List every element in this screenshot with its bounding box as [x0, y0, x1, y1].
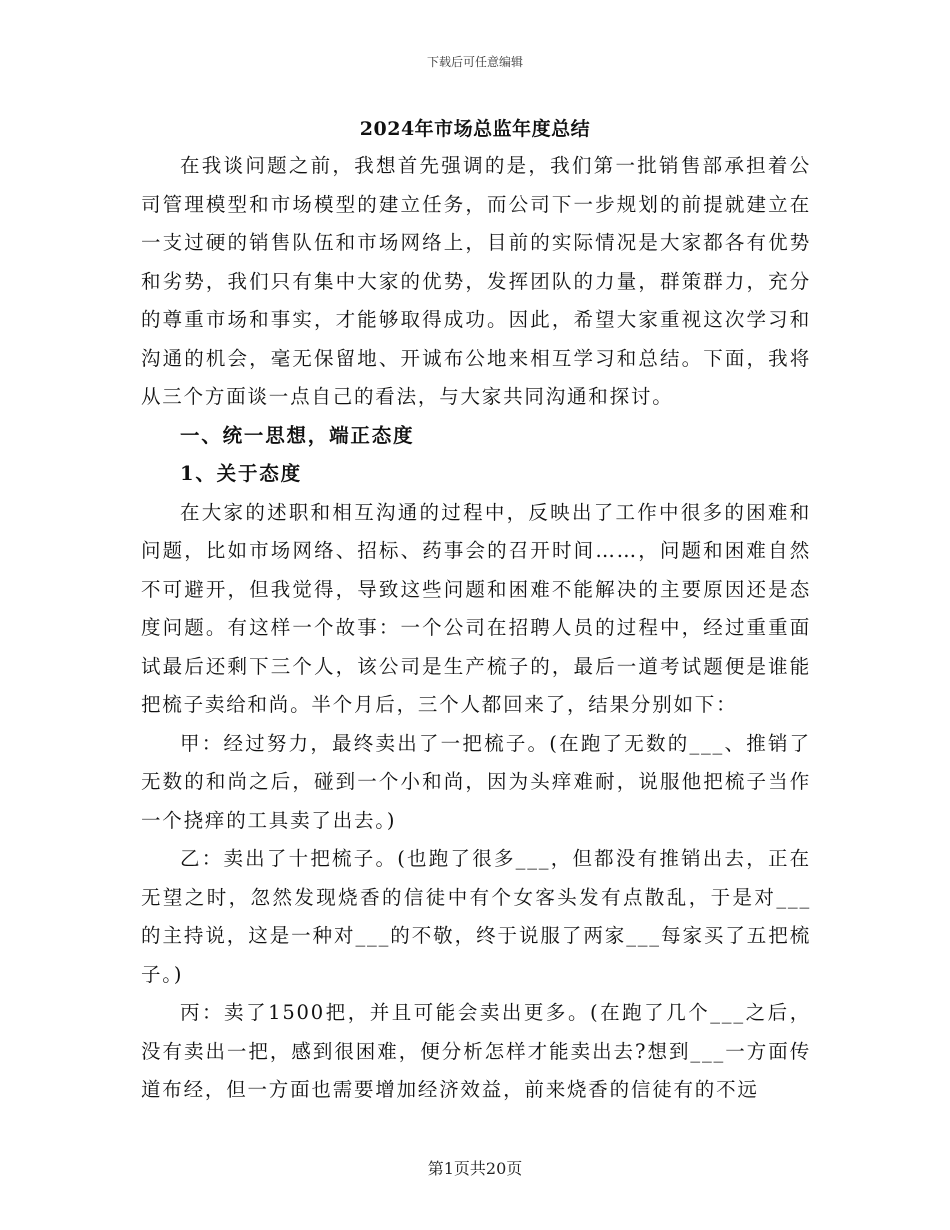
- paragraph-case-a: 甲：经过努力，最终卖出了一把梳子。(在跑了无数的___、推销了无数的和尚之后，碰到一个小和尚，因为头痒难耐，说服他把梳子当作一个挠痒的工具卖了出去。): [141, 731, 811, 832]
- paragraph-case-b: 乙：卖出了十把梳子。(也跑了很多___，但都没有推销出去，正在无望之时，忽然发现烧香的信徒中有个女客头发有点散乱，于是对___的主持说，这是一种对___的不敬，终于说服了两家___每家买了五把梳子。): [141, 847, 811, 986]
- paragraph-intro: 在我谈问题之前，我想首先强调的是，我们第一批销售部承担着公司管理模型和市场模型的建立任务，而公司下一步规划的前提就建立在一支过硬的销售队伍和市场网络上，目前的实际情况是大家都各有优势和劣势，我们只有集中大家的优势，发挥团队的力量，群策群力，充分的尊重市场和事实，才能够取得成功。因此，希望大家重视这次学习和沟通的机会，毫无保留地、开诚布公地来相互学习和总结。下面，我将从三个方面谈一点自己的看法，与大家共同沟通和探讨。: [141, 154, 811, 408]
- paragraph-story: 在大家的述职和相互沟通的过程中，反映出了工作中很多的困难和问题，比如市场网络、招标、药事会的召开时间……，问题和困难自然不可避开，但我觉得，导致这些问题和困难不能解决的主要原因还是态度问题。有这样一个故事：一个公司在招聘人员的过程中，经过重重面试最后还剩下三个人，该公司是生产梳子的，最后一道考试题便是谁能把梳子卖给和尚。半个月后，三个人都回来了，结果分别如下：: [141, 500, 811, 716]
- document-title: 2024年市场总监年度总结: [359, 118, 591, 140]
- subsection-heading: 1、关于态度: [180, 462, 302, 485]
- document-body: [141, 147, 811, 1110]
- header-note: 下载后可任意编辑: [426, 55, 523, 69]
- section-heading: 一、统一思想，端正态度: [180, 423, 415, 447]
- paragraph-case-c: 丙：卖了1500把，并且可能会卖出更多。(在跑了几个___之后，没有卖出一把，感到很困难，便分析怎样才能卖出去?想到___一方面传道布经，但一方面也需要增加经济效益，前来烧香的信徒有的不远: [141, 1001, 811, 1101]
- page-number: 第1页共20页: [427, 1159, 523, 1178]
